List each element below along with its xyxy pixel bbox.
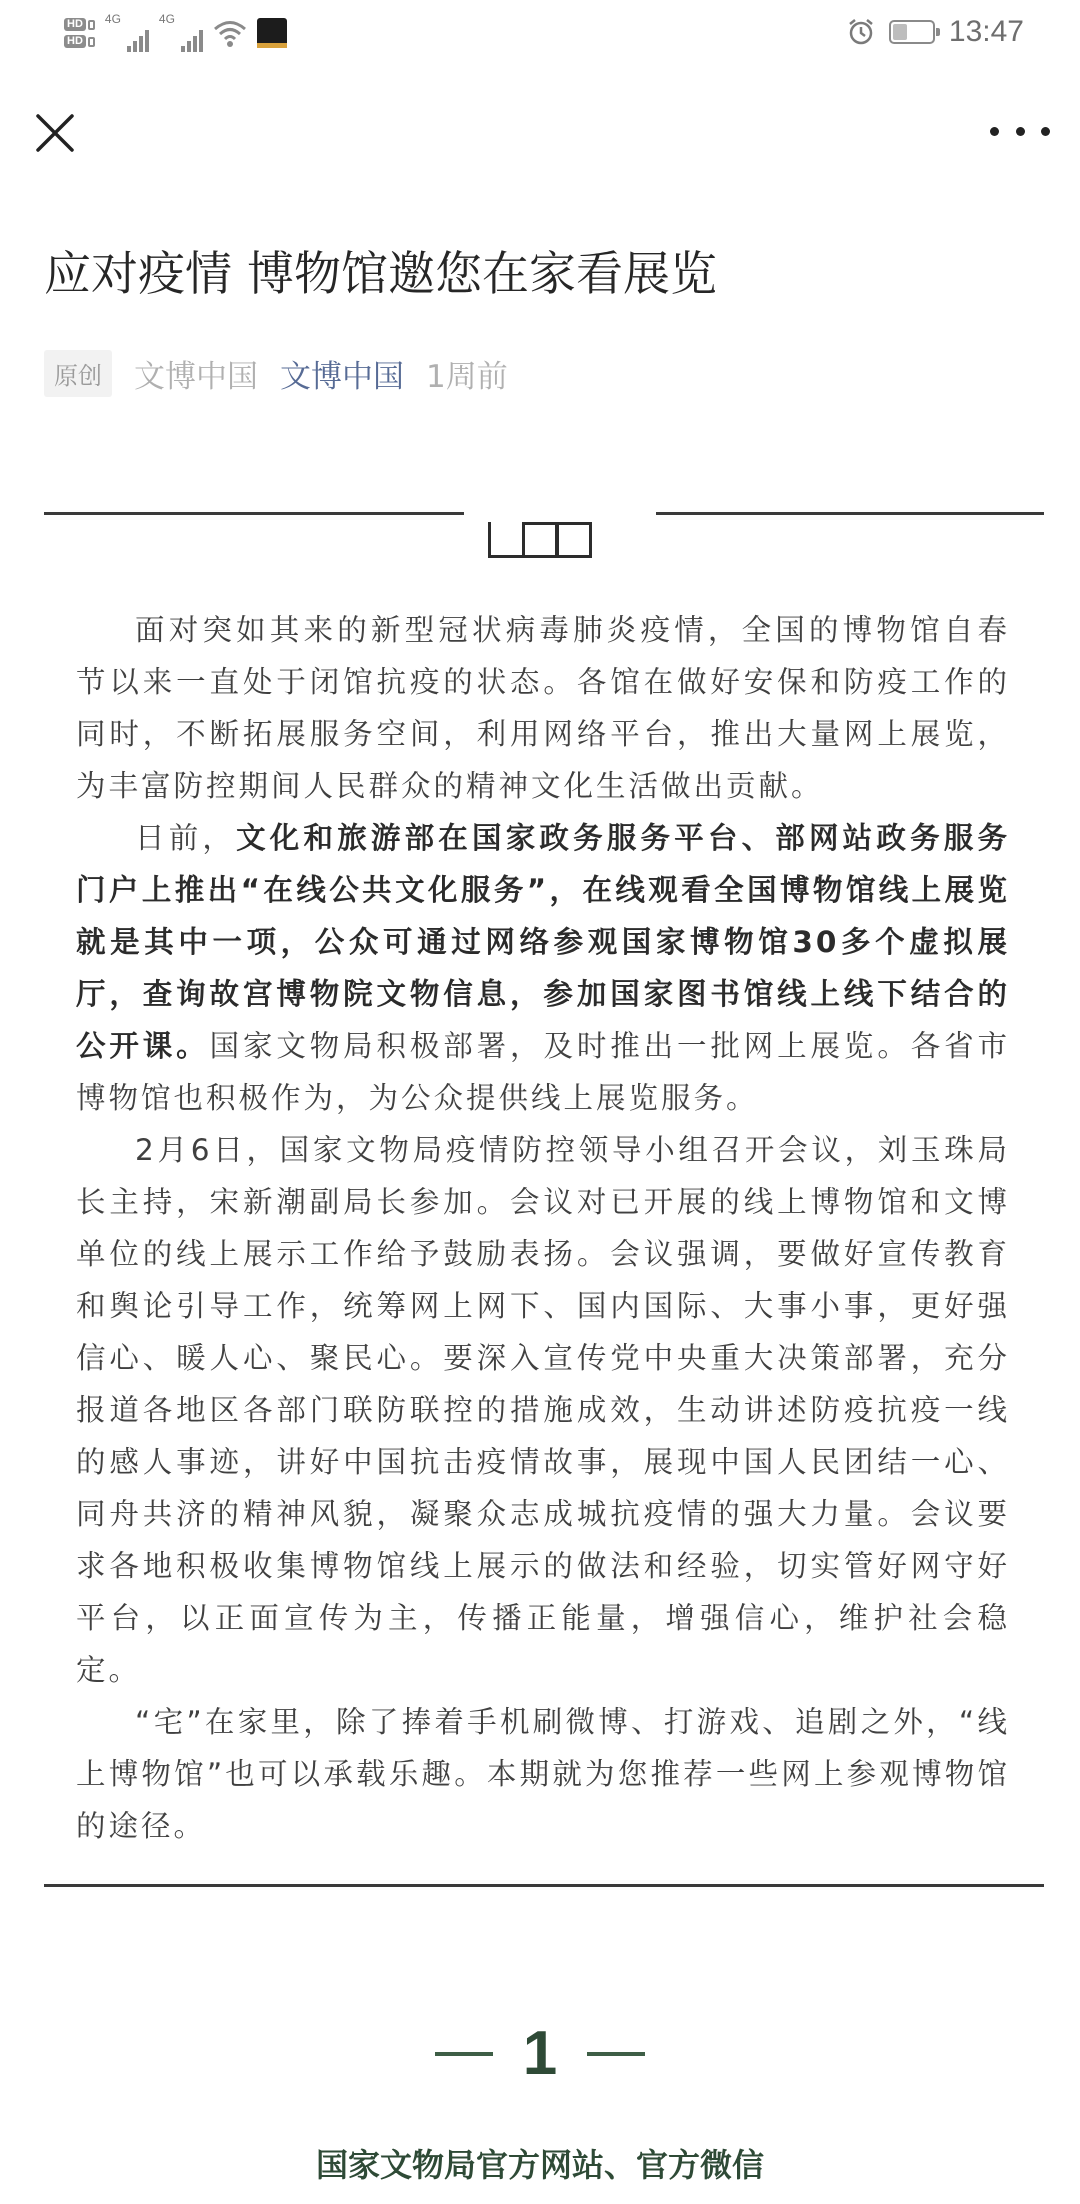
close-icon[interactable] [24, 102, 86, 164]
paragraph: 2月6日，国家文物局疫情防控领导小组召开会议，刘玉珠局长主持，宋新潮副局长参加。会议对已开展的线上博物馆和文博单位的线上展示工作给予鼓励表扬。会议强调，要做好宣传教育和舆论引导工作，统筹网上网下、国内国际、大事小事，更好强信心、暖人心、聚民心。要深入宣传党中央重大决策部署，充分报道各地区各部门联防联控的措施成效，生动讲述防疫抗疫一线的感人事迹，讲好中国抗击疫情故事，展现中国人民团结一心、同舟共济的精神风貌，凝聚众志成城抗疫情的强大力量。会议要求各地积极收集博物馆线上展示的做法和经验，切实管好网守好平台，以正面宣传为主，传播正能量，增强信心，维护社会稳定。 [76, 1133, 1010, 1687]
more-options-icon[interactable] [990, 116, 1050, 146]
section-number: 1 [522, 2019, 558, 2088]
article-body [76, 604, 1010, 1852]
dash-decoration [435, 2052, 493, 2056]
signal-icon [159, 14, 203, 52]
divider-line [44, 512, 464, 515]
publish-time: 1周前 [426, 358, 508, 395]
hd-badge: HD [64, 35, 86, 48]
paragraph-tail: 国家文物局积极部署，及时推出一批网上展览。各省市博物馆也积极作为，为公众提供线上展览服务。 [76, 1029, 1010, 1115]
section-heading: 国家文物局官方网站、官方微信 [315, 2146, 764, 2184]
wifi-icon [213, 18, 247, 48]
paragraph: 面对突如其来的新型冠状病毒肺炎疫情，全国的博物馆自春节以来一直处于闭馆抗疫的状态。各馆在做好安保和防疫工作的同时，不断拓展服务空间，利用网络平台，推出大量网上展览，为丰富防控期间人民群众的精神文化生活做出贡献。 [76, 613, 1010, 803]
status-bar [0, 0, 1080, 66]
status-right-icons [847, 10, 1024, 54]
clock-time: 13:47 [948, 15, 1024, 48]
divider-line [44, 1884, 1044, 1887]
paragraph: “宅”在家里，除了捧着手机刷微博、打游戏、追剧之外，“线上博物馆”也可以承载乐趣。本期就为您推荐一些网上参观博物馆的途径。 [76, 1705, 1010, 1843]
section-number-marker [0, 2018, 1080, 2089]
original-badge: 原创 [44, 350, 112, 397]
bold-highlight: 文化和旅游部在国家政务服务平台、部网站政务服务门户上推出“在线公共文化服务”，在线观看全国博物馆线上展览就是其中一项，公众可通过网络参观国家博物馆30多个虚拟展厅，查询故宫博物院文物信息，参加国家图书馆线上线下结合的公开课。 [76, 821, 1010, 1063]
article-author: 文博中国 [134, 358, 258, 395]
official-account-link[interactable]: 文博中国 [280, 358, 404, 395]
divider-ornament [488, 522, 608, 562]
battery-icon [889, 20, 935, 44]
notification-app-icon [257, 18, 287, 48]
network-type-label: 4G [158, 12, 175, 26]
paragraph [76, 812, 1010, 1124]
article-nav-bar [0, 66, 1080, 196]
article-title: 应对疫情 博物馆邀您在家看展览 [44, 247, 717, 302]
divider-line [656, 512, 1044, 515]
article-meta [44, 350, 508, 396]
alarm-clock-icon [847, 18, 875, 46]
network-type-label: 4G [104, 12, 121, 26]
hd-badge: HD [64, 18, 86, 31]
dash-decoration [587, 2052, 645, 2056]
hd-indicator [64, 18, 95, 48]
status-left-icons [64, 8, 287, 58]
signal-icon [105, 14, 149, 52]
paragraph-lead: 日前， [135, 821, 237, 855]
